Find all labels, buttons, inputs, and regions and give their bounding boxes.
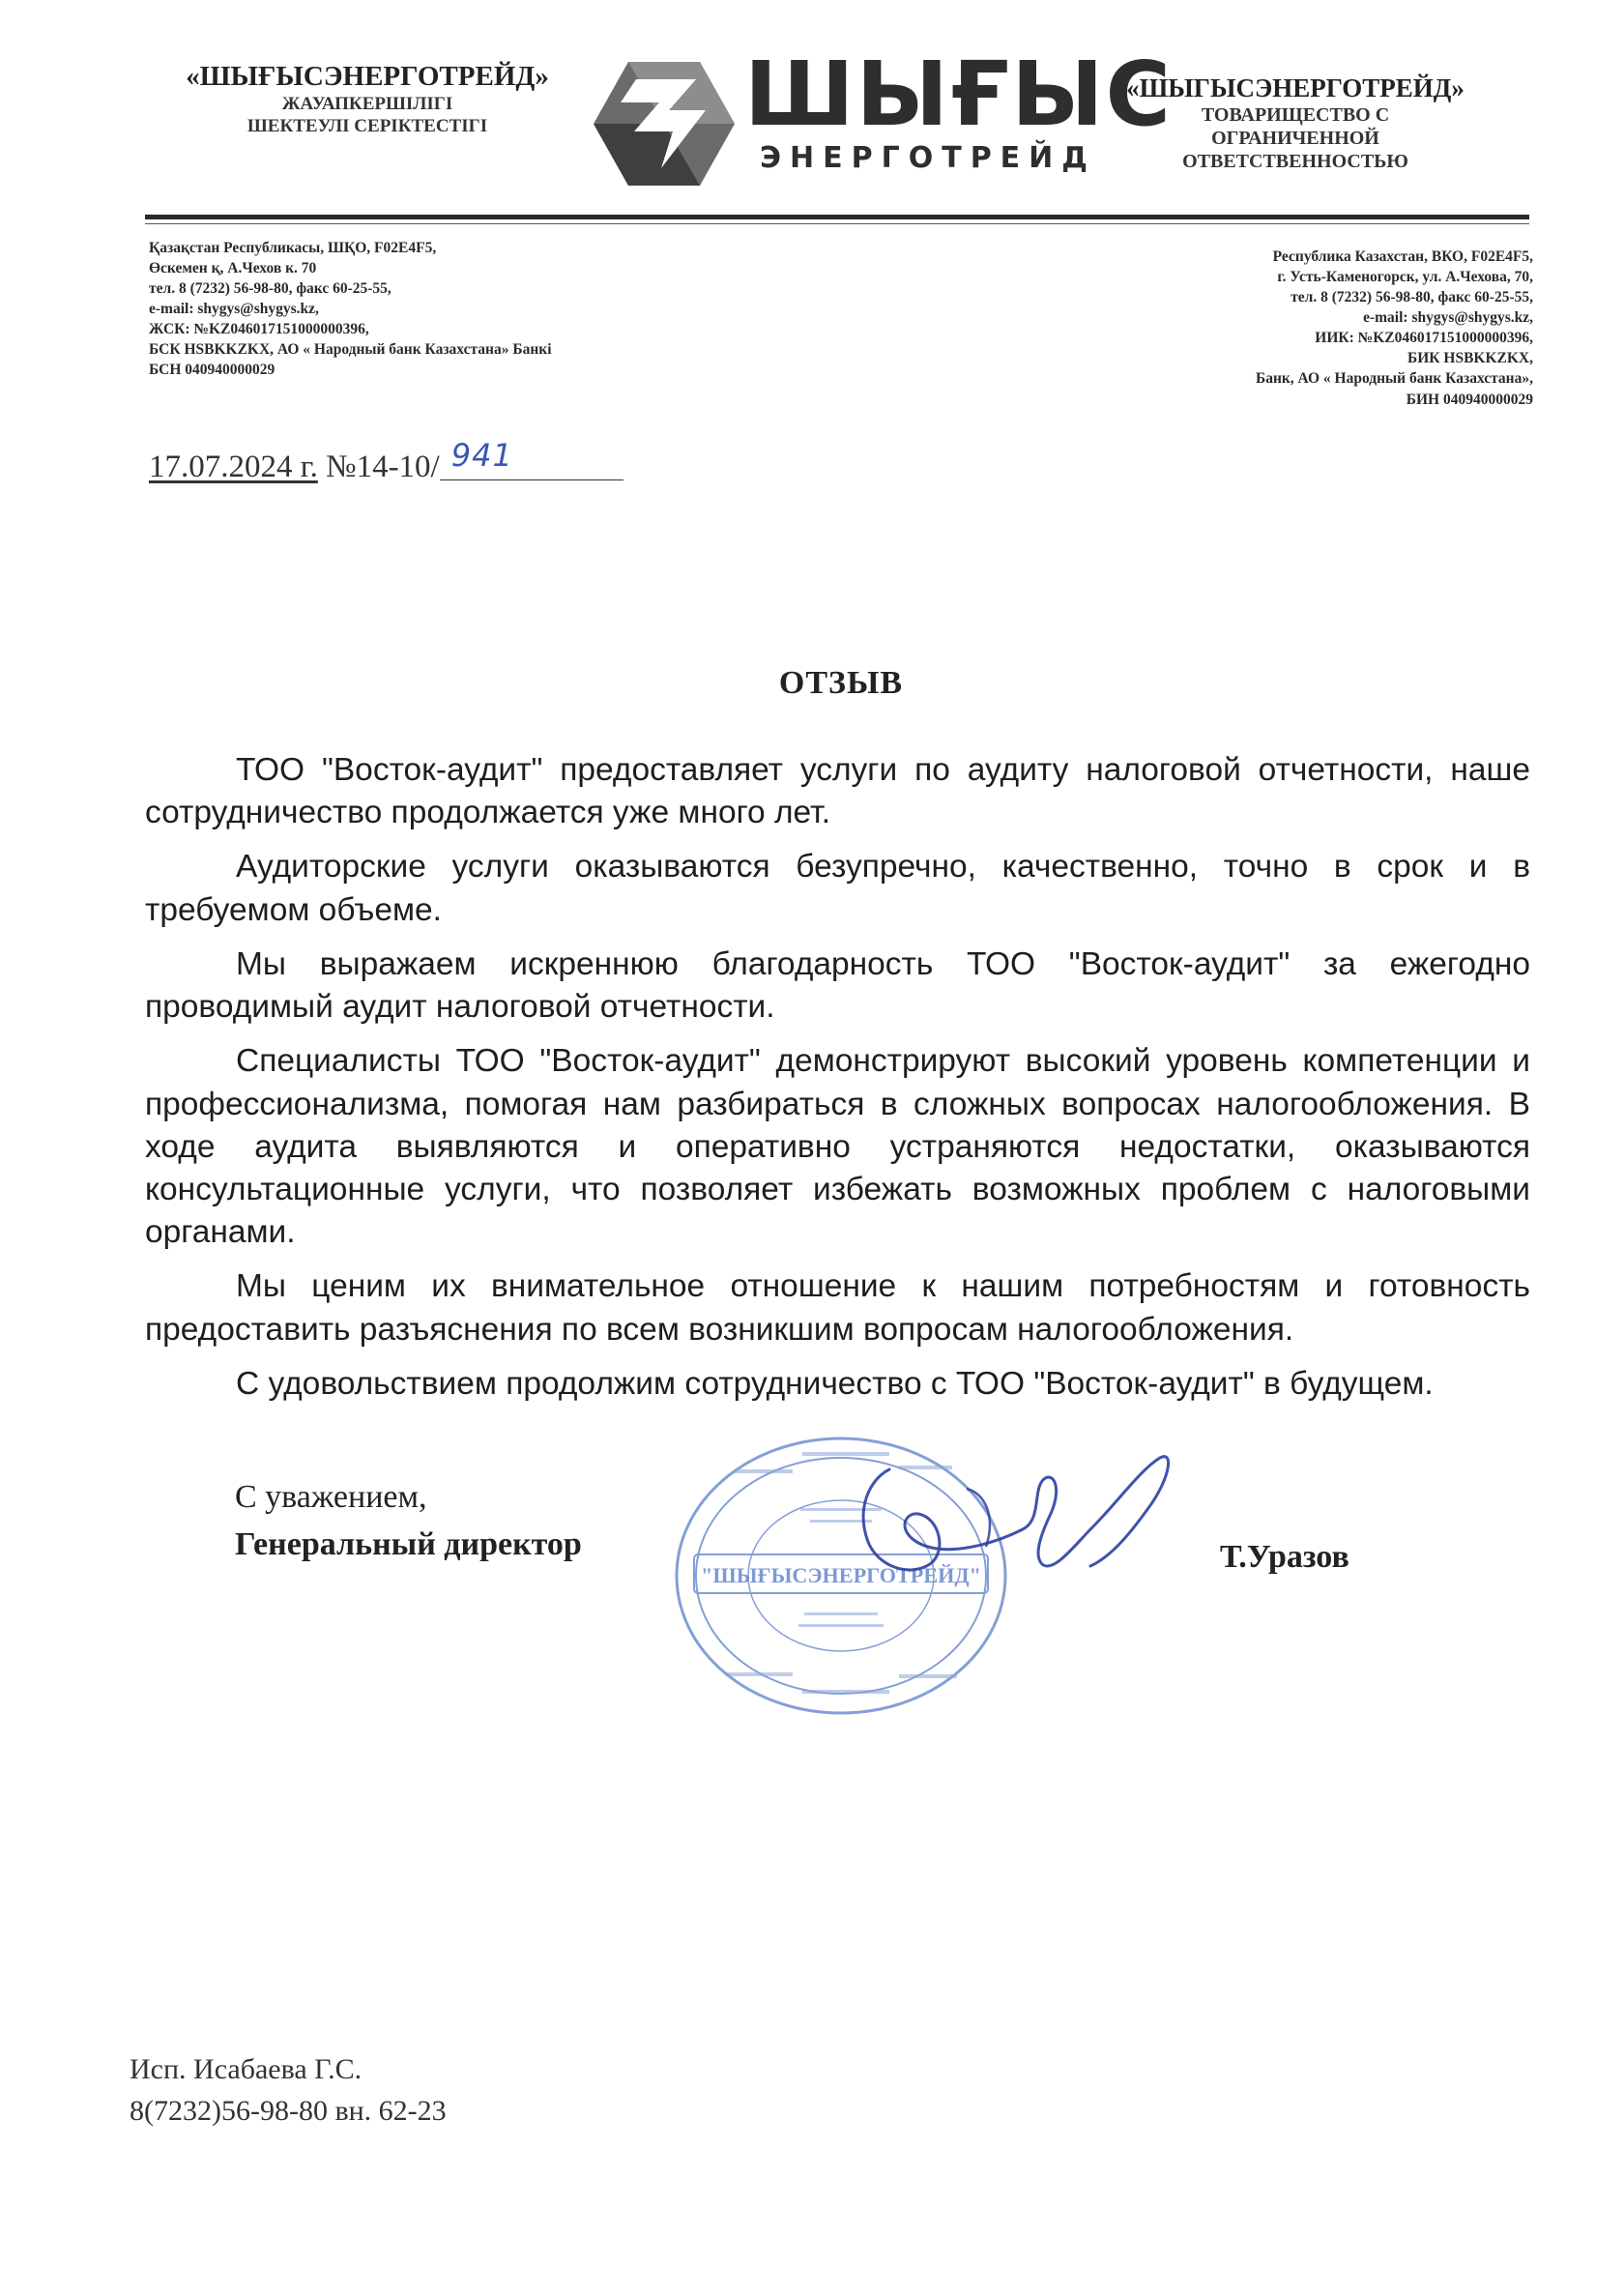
outgoing-reference	[149, 437, 624, 485]
signatory-name: Т.Уразов	[1220, 1539, 1349, 1575]
address-right-line: г. Усть-Каменогорск, ул. А.Чехова, 70,	[1277, 269, 1533, 286]
address-right-line: Банк, АО « Народный банк Казахстана»,	[1255, 370, 1533, 388]
address-right-line: тел. 8 (7232) 56-98-80, факс 60-25-55,	[1290, 289, 1533, 306]
body-paragraph: Мы выражаем искреннюю благодарность ТОО "Восток-аудит" за ежегодно проводимый аудит налоговой отчетности.	[145, 945, 1530, 1026]
signatory-position: Генеральный директор	[235, 1526, 582, 1562]
executor-phone: 8(7232)56-98-80 вн. 62-23	[130, 2094, 447, 2127]
body-paragraph: Аудиторские услуги оказываются безупречно, качественно, точно в срок и в требуемом объеме.	[145, 849, 1530, 928]
address-right-line: ИИК: №KZ046017151000000396,	[1315, 330, 1533, 347]
outgoing-number-handwritten: 941	[450, 437, 513, 474]
closing-regards: С уважением,	[235, 1479, 427, 1515]
address-left-line: тел. 8 (7232) 56-98-80, факс 60-25-55,	[149, 280, 392, 298]
outgoing-date: 17.07.2024 г.	[149, 450, 318, 484]
executor-name: Исп. Исабаева Г.С.	[130, 2053, 362, 2085]
address-left-line: Қазақстан Республикасы, ШҚО, F02E4F5,	[149, 240, 437, 256]
logo-big-text: ШЫҒЫС	[744, 43, 1174, 146]
header-left-line2: ШЕКТЕУЛІ СЕРІКТЕСТІГІ	[246, 115, 488, 136]
address-left-line: e-mail: shygys@shygys.kz,	[149, 301, 319, 318]
header-right-line2: ОГРАНИЧЕННОЙ	[1211, 128, 1379, 150]
address-right-line: БИН 040940000029	[1406, 391, 1533, 408]
body-paragraph: Мы ценим их внимательное отношение к нашим потребностям и готовность предоставить разъяснения по всем возникшим вопросам налогообложения.	[145, 1268, 1530, 1348]
address-right-line: e-mail: shygys@shygys.kz,	[1363, 309, 1533, 327]
address-left-line: Өскемен қ, А.Чехов к. 70	[149, 260, 317, 277]
header-divider-thin	[145, 223, 1529, 224]
body-paragraph: С удовольствием продолжим сотрудничество с ТОО "Восток-аудит" в будущем.	[236, 1365, 1434, 1402]
header-left-block	[145, 60, 590, 137]
letter-body	[145, 749, 1530, 1417]
company-logo-wordmark	[744, 43, 1174, 175]
executor-block	[130, 2049, 447, 2132]
outgoing-number-field	[440, 437, 624, 480]
company-logo-icon	[592, 60, 737, 188]
body-paragraph: ТОО "Восток-аудит" предоставляет услуги по аудиту налоговой отчетности, наше сотрудничество продолжается уже много лет.	[145, 752, 1530, 831]
document-title: ОТЗЫВ	[778, 665, 904, 701]
stamp-center-text: "ШЫҒЫСЭНЕРГОТРЕЙД"	[701, 1563, 981, 1587]
logo-small-text: ЭНЕРГОТРЕЙД	[760, 141, 1096, 175]
address-right	[992, 247, 1533, 410]
header-divider	[145, 215, 1529, 219]
header-right-block	[1121, 73, 1469, 173]
header-right-line1: ТОВАРИЩЕСТВО С	[1201, 104, 1390, 127]
outgoing-number-prefix: №14-10/	[326, 450, 440, 484]
header-left-org: «ШЫҒЫСЭНЕРГОТРЕЙД»	[186, 61, 549, 92]
address-left-line: ЖСК: №KZ046017151000000396,	[149, 321, 369, 338]
handwritten-signature	[851, 1450, 1199, 1595]
header-left-line1: ЖАУАПКЕРШІЛІГІ	[281, 93, 453, 114]
address-right-line: БИК HSBKKZKX,	[1406, 350, 1533, 367]
body-paragraph: Специалисты ТОО "Восток-аудит" демонстрируют высокий уровень компетенции и профессионализма, помогая нам разбираться в сложных вопросах налогообложения. В ходе аудита выявляются и оперативно устраняются недостатки, оказываются консультационные услуги, что позволяет избежать возможных проблем с налоговыми органами.	[145, 1043, 1530, 1251]
address-left-line: БСН 040940000029	[149, 362, 276, 379]
header-right-line3: ОТВЕТСТВЕННОСТЬЮ	[1182, 151, 1408, 173]
header-right-org: «ШЫГЫСЭНЕРГОТРЕЙД»	[1126, 73, 1464, 102]
address-right-line: Республика Казахстан, ВКО, F02E4F5,	[1272, 248, 1533, 265]
address-left-line: БСК HSBKKZKX, АО « Народный банк Казахстана» Банкі	[149, 341, 552, 359]
address-left	[149, 238, 690, 381]
